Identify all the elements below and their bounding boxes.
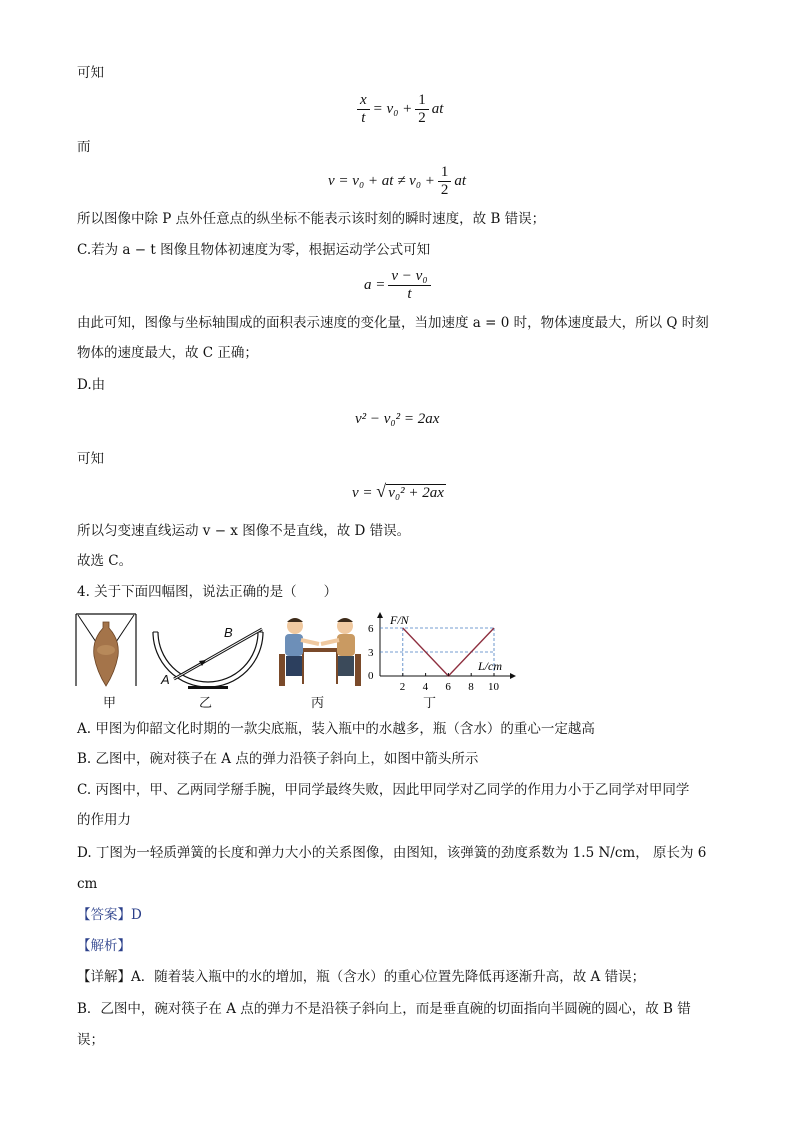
caption-yi: 乙 [199,695,213,710]
option-b: B. 乙图中，碗对筷子在 A 点的弹力沿筷子斜向上，如图中箭头所示 [77,751,479,767]
equation-part: v = v₀ + at ≠ v₀ + [328,172,435,189]
x-tick-label: 6 [445,681,451,693]
equation-part: v = [352,485,373,501]
y-tick-label: 3 [368,647,374,659]
fraction-numerator: 1 [418,92,426,108]
text-line: 由此可知，图像与坐标轴围成的面积表示速度的变化量，当加速度 a = 0 时，物体速度最大，所以 Q 时刻 [77,315,709,331]
y-axis-arrow [377,612,383,618]
option-c-line1: C. 丙图中，甲、乙两同学掰手腕，甲同学最终失败，因此甲同学对乙同学的作用力小于乙同学对甲同学 [77,782,690,798]
fraction-denominator: 2 [415,109,429,127]
fraction-denominator: 2 [438,181,452,199]
question-stem: 4. 关于下面四幅图，说法正确的是（ ） [77,584,338,600]
fraction-numerator: 1 [440,164,449,180]
text-line: 可知 [77,451,104,467]
caption-bing: 丙 [311,695,325,710]
text-line: D.由 [77,377,106,393]
caption-ding: 丁 [423,695,437,710]
label-point-b: B [224,625,233,640]
option-c-line2: 的作用力 [77,812,131,828]
x-tick-label: 4 [422,681,429,693]
text-line: 可知 [77,65,104,81]
radicand: v₀² + 2ax [388,485,444,501]
option-d-line2: cm [77,876,98,892]
equation-5: v = √ v₀² + 2ax [352,481,444,501]
x-axis-label: L/cm [478,659,502,673]
text-line: 故选 C。 [77,553,133,569]
fraction-denominator: t [388,285,430,303]
option-a: A. 甲图为仰韶文化时期的一款尖底瓶，装入瓶中的水越多，瓶（含水）的重心一定越高 [77,721,595,737]
x-tick-label: 2 [399,681,406,693]
equation-1 [354,92,443,127]
text-line: C.若为 a − t 图像且物体初速度为零，根据运动学公式可知 [77,242,431,258]
detail-line: 【详解】A．随着装入瓶中的水的增加，瓶（含水）的重心位置先降低再逐渐升高，故 A 错误； [77,969,646,985]
equation-3 [364,268,434,303]
figure-ding-chart [352,608,520,700]
equation-part: at [454,172,467,189]
figure-jia-bottle [74,612,138,690]
equation-4: v² − v₀² = 2ax [355,411,440,427]
option-d-line1: D. 丁图为一轻质弹簧的长度和弹力大小的关系图像，由图知，该弹簧的劲度系数为 1.5 N/cm， 原长为 6 [77,845,707,861]
detail-line: B．乙图中，碗对筷子在 A 点的弹力不是沿筷子斜向上，而是垂直碗的切面指向半圆碗的圆心，故 B 错 [77,1001,691,1017]
text-line: 所以匀变速直线运动 v − x 图像不是直线，故 D 错误。 [77,523,411,539]
x-axis-arrow [510,673,516,679]
fraction-denominator: t [357,109,370,127]
label-point-a: A [161,672,170,687]
x-tick-label: 0 [368,670,374,682]
x-tick-label: 10 [488,681,499,693]
caption-jia: 甲 [103,695,117,710]
text-line: 所以图像中除 P 点外任意点的纵坐标不能表示该时刻的瞬时速度，故 B 错误； [77,211,546,227]
equation-part: a = [364,276,386,293]
answer-label: 【答案】D [77,907,142,923]
y-axis-label: F/N [390,613,409,627]
detail-line: 误； [77,1032,104,1048]
text-line: 而 [77,139,91,155]
equation-part: = v₀ + [372,100,413,117]
equation-part: at [431,100,444,117]
text-line: 物体的速度最大，故 C 正确； [77,345,258,361]
fraction-numerator: v − v₀ [391,268,428,284]
x-tick-label: 8 [468,681,474,693]
fraction-numerator: x [360,92,367,108]
equation-2 [328,164,466,199]
y-tick-label: 6 [368,623,374,635]
analysis-label: 【解析】 [77,938,131,954]
